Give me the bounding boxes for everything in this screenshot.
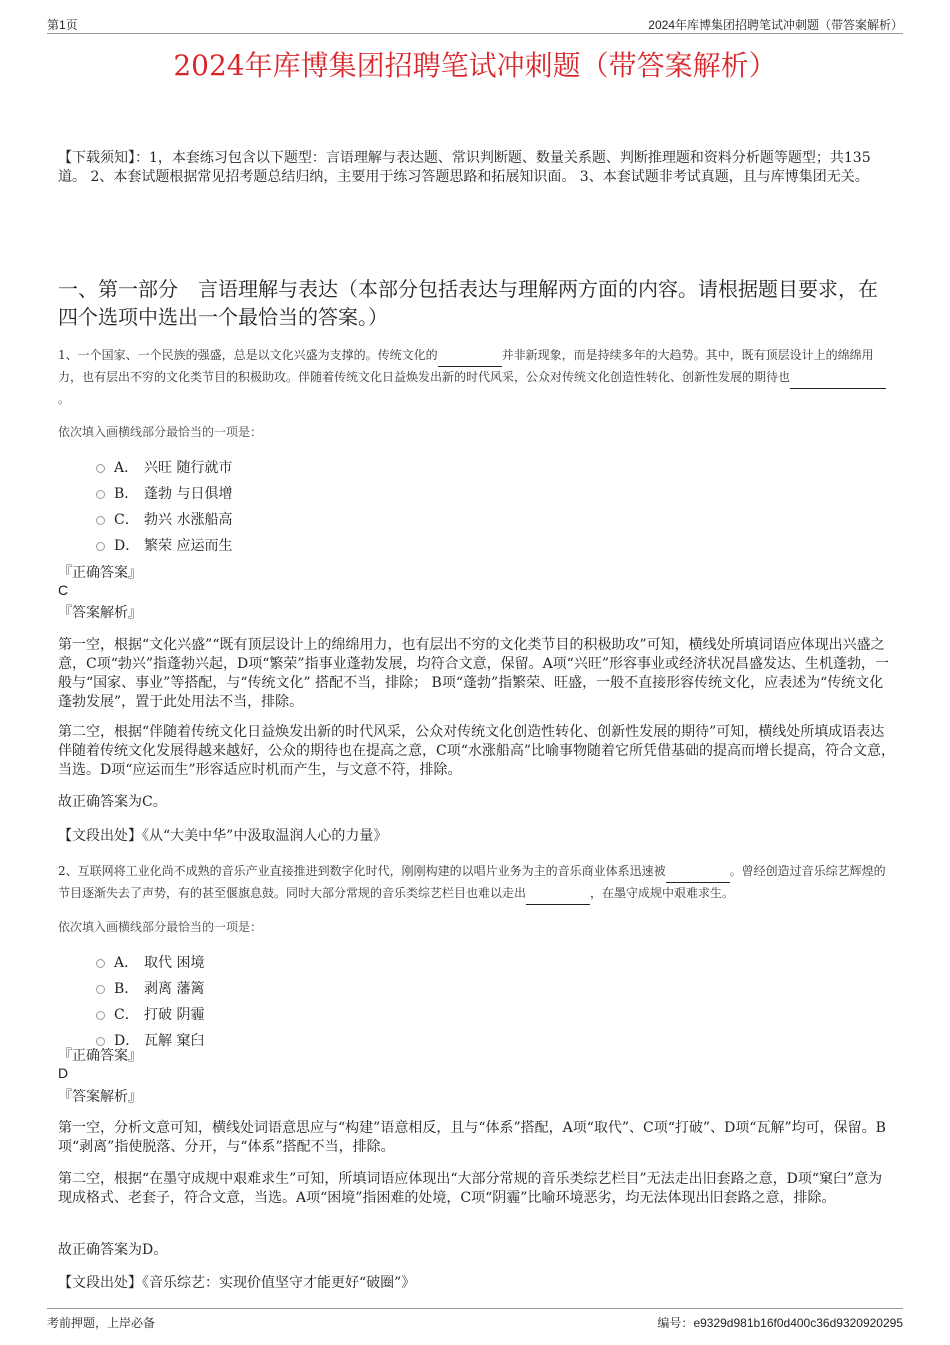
blank-1 [666, 861, 730, 883]
option-c[interactable]: C． 打破 阴霾 [96, 1004, 204, 1024]
radio-icon[interactable] [96, 959, 105, 968]
analysis-label: 『答案解析』 [58, 1089, 142, 1105]
radio-icon[interactable] [96, 490, 105, 499]
radio-icon[interactable] [96, 464, 105, 473]
radio-icon[interactable] [96, 542, 105, 551]
running-header-title: 2024年库博集团招聘笔试冲刺题（带答案解析） [648, 18, 903, 32]
answer-label: 『正确答案』 [58, 565, 142, 581]
source-citation: 【文段出处】《从“大美中华”中汲取温润人心的力量》 [58, 828, 388, 844]
question-2-stem: 2、互联网将工业化尚不成熟的音乐产业直接推进到数字化时代，刚刚构建的以唱片业务为主的音乐商业体系迅速被 。曾经创造过音乐综艺辉煌的节目逐渐失去了声势，有的甚至偃旗息鼓。同时大部分常规的音乐类综艺栏目也难以走出 ，在墨守成规中艰难求生。 [58, 861, 896, 905]
answer-label: 『正确答案』 [58, 1048, 142, 1064]
source-citation: 【文段出处】《音乐综艺：实现价值坚守才能更好“破圈”》 [58, 1275, 416, 1291]
radio-icon[interactable] [96, 516, 105, 525]
footer-divider [47, 1308, 903, 1309]
radio-icon[interactable] [96, 985, 105, 994]
radio-icon[interactable] [96, 1011, 105, 1020]
analysis-paragraph: 第一空，根据“文化兴盛”“既有顶层设计上的绵绵用力，也有层出不穷的文化类节目的积极助攻”可知，横线处所填词语应体现出兴盛之意，C项“勃兴”指蓬勃兴起，D项“繁荣”指事业蓬勃发展，均符合文意，保留。A项“兴旺”形容事业或经济状况昌盛发达、生机蓬勃，一般与“国家、事业”等搭配，与“传统文化” 搭配不当，排除； B项“蓬勃”指繁荣、旺盛，一般不直接形容传统文化，应表述为“传统文化蓬勃发展”，置于此处用法不当，排除。 [58, 637, 889, 710]
download-notice: 【下载须知】：1，本套练习包含以下题型：言语理解与表达题、常识判断题、数量关系题、判断推理题和资料分析题等题型；共135道。 2、本套试题根据常见招考题总结归纳，主要用于练习答题思路和拓展知识面。 3、本套试题非考试真题，且与库博集团无关。 [58, 150, 871, 185]
header-divider [47, 33, 903, 34]
analysis-conclusion: 故正确答案为D。 [58, 1242, 168, 1258]
option-a[interactable]: A． 取代 困境 [96, 952, 204, 972]
analysis-paragraph: 第二空，根据“伴随着传统文化日益焕发出新的时代风采，公众对传统文化创造性转化、创新性发展的期待”可知，横线处所填成语表达伴随着传统文化发展得越来越好，公众的期待也在提高之意，C项“水涨船高”比喻事物随着它所凭借基础的提高而增长提高，符合文意，当选。D项“应运而生”形容适应时机而产生，与文意不符，排除。 [58, 724, 896, 778]
correct-answer: C [58, 582, 69, 598]
footer-slogan: 考前押题，上岸必备 [47, 1316, 156, 1330]
blank-2 [526, 883, 590, 905]
blank-2 [790, 367, 886, 389]
analysis-paragraph: 第二空，根据“在墨守成规中艰难求生”可知，所填词语应体现出“大部分常规的音乐类综艺栏目”无法走出旧套路之意，D项“窠臼”意为现成格式、老套子，符合文意，当选。A项“困境”指困难的处境，C项“阴霾”比喻环境恶劣，均无法体现出旧套路之意，排除。 [58, 1171, 883, 1206]
option-b[interactable]: B． 蓬勃 与日俱增 [96, 483, 232, 503]
page-number: 第1页 [47, 18, 78, 32]
analysis-paragraph: 第一空，分析文意可知，横线处词语意思应与“构建”语意相反，且与“体系”搭配，A项“取代”、C项“打破”、D项“瓦解”均可，保留。B项“剥离”指使脱落、分开，与“体系”搭配不当，排除。 [58, 1120, 886, 1155]
option-b[interactable]: B． 剥离 藩篱 [96, 978, 204, 998]
option-d[interactable]: D． 繁荣 应运而生 [96, 535, 232, 555]
blank-1 [438, 345, 502, 367]
question-1-instruction: 依次填入画横线部分最恰当的一项是： [58, 425, 263, 439]
page-title: 2024年库博集团招聘笔试冲刺题（带答案解析） [173, 49, 777, 82]
document-code: 编号：e9329d981b16f0d400c36d9320920295 [657, 1316, 903, 1330]
question-1-stem: 1、一个国家、一个民族的强盛，总是以文化兴盛为支撑的。传统文化的 并非新现象，而是持续多年的大趋势。其中，既有顶层设计上的绵绵用力，也有层出不穷的文化类节目的积极助攻。伴随着传统文化日益焕发出新的时代风采，公众对传统文化创造性转化、创新性发展的期待也 。 [58, 345, 896, 410]
section-heading: 一、第一部分 言语理解与表达（本部分包括表达与理解两方面的内容。请根据题目要求，在四个选项中选出一个最恰当的答案。） [58, 277, 878, 329]
option-d[interactable]: D． 瓦解 窠臼 [96, 1030, 204, 1050]
question-2-instruction: 依次填入画横线部分最恰当的一项是： [58, 920, 263, 934]
correct-answer: D [58, 1065, 69, 1081]
option-a[interactable]: A． 兴旺 随行就市 [96, 457, 232, 477]
analysis-conclusion: 故正确答案为C。 [58, 794, 167, 810]
analysis-label: 『答案解析』 [58, 605, 142, 621]
option-c[interactable]: C． 勃兴 水涨船高 [96, 509, 232, 529]
